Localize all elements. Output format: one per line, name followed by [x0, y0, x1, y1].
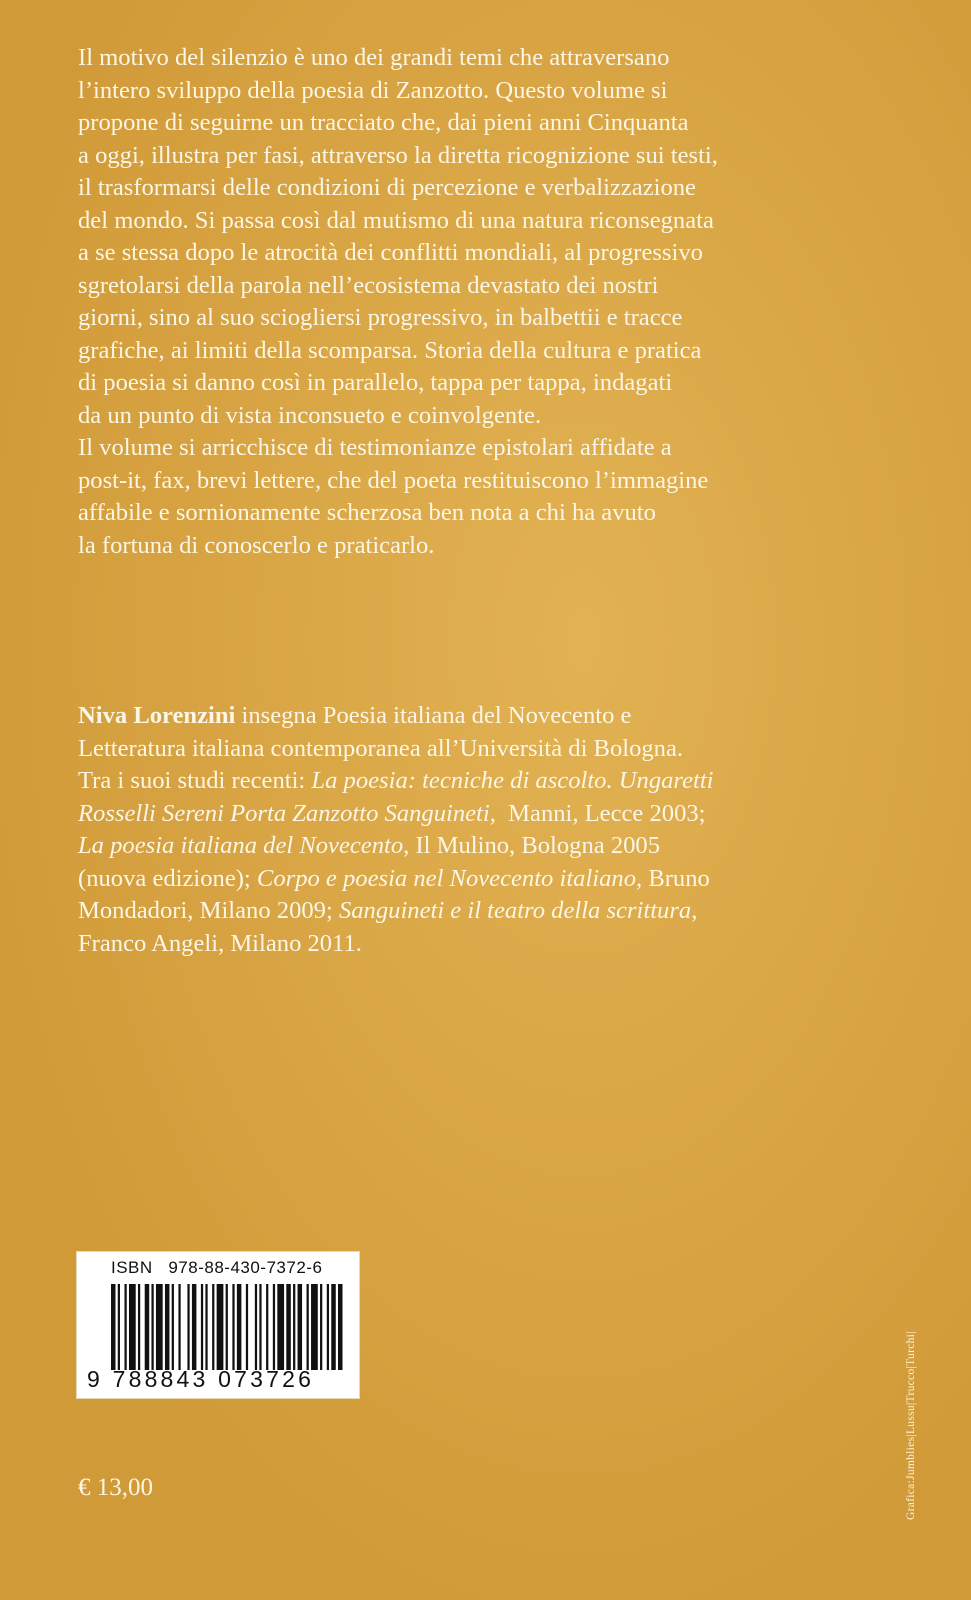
barcode-bar — [145, 1284, 150, 1370]
blurb-line: Il volume si arricchisce di testimonianze epistolari affidate a — [78, 434, 672, 461]
blurb-line: del mondo. Si passa così dal mutismo di una natura riconsegnata — [78, 206, 714, 234]
barcode-bar — [246, 1284, 248, 1370]
author-name: Niva Lorenzini — [78, 702, 236, 729]
barcode-bar — [298, 1284, 303, 1370]
barcode-bar — [111, 1284, 116, 1370]
barcode-bar — [165, 1284, 170, 1370]
barcode-bar — [286, 1284, 291, 1370]
barcode-bar — [237, 1284, 242, 1370]
book-title: Rosselli Sereni Porta Zanzotto Sanguineti, — [78, 799, 496, 827]
blurb-line: affabile e sornionamente scherzosa ben nota a chi ha avuto — [78, 499, 656, 526]
barcode-bar — [320, 1284, 322, 1370]
book-title: Sanguineti e il teatro della scrittura — [338, 897, 692, 924]
blurb-line: Il motivo del silenzio è uno dei grandi temi che attraversano — [78, 44, 670, 71]
barcode-bar — [187, 1284, 189, 1370]
barcode-bar — [277, 1284, 284, 1370]
isbn-label: ISBN 978-88-430-7372-6 — [111, 1258, 323, 1277]
barcode-bar — [201, 1284, 203, 1370]
barcode-bar — [192, 1284, 197, 1370]
blurb-line: sgretolarsi della parola nell’ecosistema devastato dei nostri — [78, 271, 659, 299]
barcode-bar — [232, 1284, 234, 1370]
isbn-barcode — [76, 1251, 360, 1399]
author-bio — [78, 700, 938, 960]
blurb-line: da un punto di vista inconsueto e coinvolgente. — [78, 401, 542, 429]
blurb-line: di poesia si danno così in parallelo, tappa per tappa, indagati — [78, 369, 673, 396]
blurb-line: l’intero sviluppo della poesia di Zanzotto. Questo volume si — [78, 76, 668, 104]
bio-line: La poesia italiana del Novecento, Il Mulino, Bologna 2005 — [78, 832, 661, 859]
bio-line: Tra i suoi studi recenti: La poesia: tecniche di ascolto. Ungaretti — [78, 767, 714, 794]
barcode-bar — [259, 1284, 261, 1370]
barcode-bar — [118, 1284, 120, 1370]
bio-line: Franco Angeli, Milano 2011. — [78, 929, 362, 957]
blurb-line: post-it, fax, brevi lettere, che del poeta restituiscono l’immagine — [78, 466, 709, 494]
bio-line: (nuova edizione); Corpo e poesia nel Novecento italiano, Bruno — [78, 864, 710, 892]
barcode-bar — [338, 1284, 343, 1370]
bio-line: Niva Lorenzini insegna Poesia italiana del Novecento e — [78, 702, 632, 729]
barcode-bar — [129, 1284, 136, 1370]
barcode-bar — [255, 1284, 257, 1370]
barcode-bar — [124, 1284, 126, 1370]
blurb-line: la fortuna di conoscerlo e praticarlo. — [78, 531, 435, 559]
blurb-line: a se stessa dopo le atrocità dei conflitti mondiali, al progressivo — [78, 239, 703, 266]
bio-line: Mondadori, Milano 2009; Sanguineti e il teatro della scrittura, — [78, 897, 698, 924]
barcode-bar — [151, 1284, 153, 1370]
barcode-bar — [266, 1284, 268, 1370]
barcode-bar — [172, 1284, 174, 1370]
barcode-bar — [212, 1284, 214, 1370]
barcode-bar — [273, 1284, 275, 1370]
barcode-bar — [156, 1284, 163, 1370]
barcode-bar — [178, 1284, 180, 1370]
barcode-bar — [217, 1284, 224, 1370]
barcode-bar — [327, 1284, 329, 1370]
barcode-bar — [138, 1284, 140, 1370]
book-title: Corpo e poesia nel Novecento italiano — [256, 864, 637, 892]
barcode-bar — [293, 1284, 295, 1370]
bio-line: Letteratura italiana contemporanea all’Università di Bologna. — [78, 734, 684, 762]
blurb-line: grafiche, ai limiti della scomparsa. Storia della cultura e pratica — [78, 336, 702, 364]
blurb-line: propone di seguirne un tracciato che, dai pieni anni Cinquanta — [78, 109, 689, 136]
barcode-bars — [111, 1284, 347, 1370]
barcode-digits: 9 788843 073726 — [87, 1366, 315, 1392]
blurb-line: a oggi, illustra per fasi, attraverso la diretta ricognizione sui testi, — [78, 141, 718, 169]
book-title: La poesia italiana del Novecento — [78, 832, 404, 859]
book-title: La poesia: tecniche di ascolto. Ungaretti — [311, 767, 714, 794]
barcode-bar — [307, 1284, 309, 1370]
blurb-line: giorni, sino al suo sciogliersi progressivo, in balbettii e tracce — [78, 304, 683, 331]
blurb-line: il trasformarsi delle condizioni di percezione e verbalizzazione — [78, 174, 696, 201]
barcode-bar — [331, 1284, 336, 1370]
bio-line: Rosselli Sereni Porta Zanzotto Sanguineti, Manni, Lecce 2003; — [78, 799, 706, 827]
blurb-text — [78, 42, 938, 562]
price: € 13,00 — [78, 1474, 153, 1501]
barcode-bar — [205, 1284, 207, 1370]
barcode-bar — [311, 1284, 318, 1370]
barcode-bar — [226, 1284, 228, 1370]
design-credit: Grafica:Jumblies|Lussu|Trucco|Turchi| — [905, 1331, 917, 1520]
